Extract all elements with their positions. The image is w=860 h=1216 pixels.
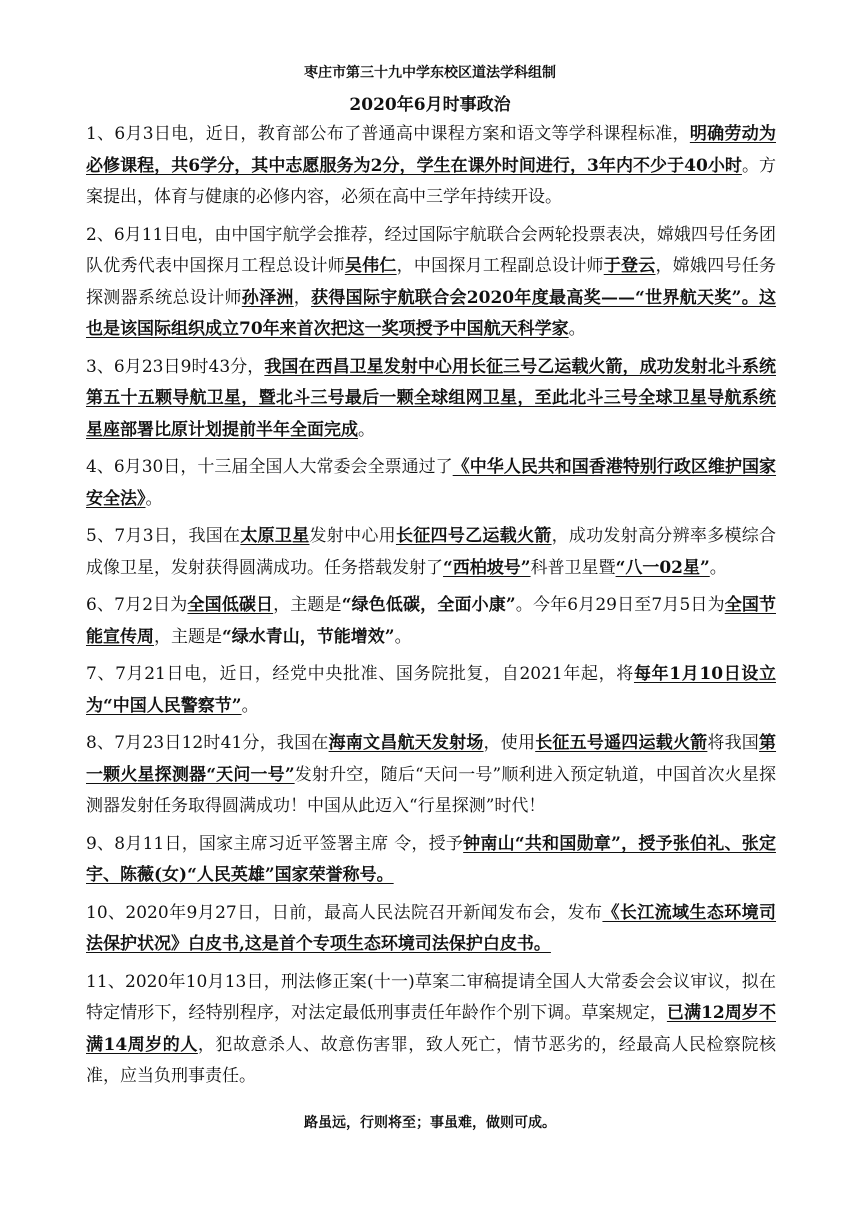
key-point-text: 明确劳动为必修课程，共6学分，其中志愿服务为2分，学生在课外时间进行，3年内不少于40小时 (86, 124, 776, 176)
body-text: 3、6月23日9时43分， (86, 356, 265, 377)
news-list (86, 119, 776, 1099)
footer-motto: 路虽远，行则将至；事虽难，做则可成。 (304, 1115, 556, 1131)
key-point-text: 每年1月10日设立为“中国人民警察节” (86, 664, 776, 716)
body-text: 科普卫星暨 (530, 557, 616, 578)
key-point-text: 长征四号乙运载火箭 (395, 526, 552, 546)
news-item (86, 829, 776, 892)
news-item (86, 220, 776, 346)
body-text: 5、7月3日，我国在 (86, 526, 241, 546)
key-point-text: 海南文昌航天发射场 (328, 733, 484, 753)
key-point-text: 已满12周岁不满14周岁的人 (86, 1003, 776, 1055)
news-item (86, 452, 776, 515)
body-text: 将我国 (707, 733, 760, 753)
news-item (86, 728, 776, 823)
theme-text: “绿色低碳，全面小康” (341, 595, 516, 615)
key-point-text: 《长江流域生态环境司法保护状况》白皮书,这是首个专项生态环境司法保护白皮书。 (86, 902, 777, 954)
body-text: 9、8月11日，国家主席习近平签署主席 令，授予 (86, 833, 464, 854)
body-text: 10、2020年9月27日，日前，最高人民法院召开新闻发布会，发布 (86, 902, 603, 923)
body-text: ，主题是 (154, 626, 222, 647)
body-text: ，嫦娥四号任务探测器系统总设计师 (86, 256, 777, 308)
body-text: 2、6月11日电，由中国宇航学会推荐，经过国际宇航联合会两轮投票表决，嫦娥四号任务团队优秀代表中国探月工程总设计师 (86, 224, 776, 276)
news-item (86, 967, 776, 1093)
body-text: 。 (394, 626, 412, 647)
news-item (86, 352, 776, 447)
body-text: 。今年6月29日至7月5日为 (515, 595, 725, 615)
theme-text: “绿水青山，节能增效” (222, 626, 395, 647)
key-point-text: 于登云 (603, 256, 656, 276)
body-text: 。 (568, 319, 586, 339)
body-text: 发射升空，随后“天问一号”顺利进入预定轨道，中国首次火星探测器发射任务取得圆满成功！中国从此迈入“行星探测”时代！ (86, 764, 776, 816)
key-point-text: 我国在西昌卫星发射中心用长征三号乙运载火箭，成功发射北斗系统第五十五颗导航卫星，暨北斗三号最后一颗全球组网卫星，至此北斗三号全球卫星导航系统星座部署比原计划提前半年全面完成 (86, 356, 776, 440)
key-point-text: 太原卫星 (240, 526, 310, 546)
news-item (86, 659, 776, 722)
body-text: 。 (709, 557, 727, 578)
body-text: 发射中心用 (309, 526, 396, 546)
body-text: 。方案提出，体育与健康的必修内容，必须在高中三学年持续开设。 (86, 155, 776, 207)
page-title: 2020年6月时事政治 (349, 95, 511, 115)
key-point-text: “八一02星” (615, 557, 710, 578)
body-text: 1、6月3日电，近日，教育部公布了普通高中课程方案和语文等学科课程标准， (86, 124, 690, 144)
body-text: 4、6月30日，十三届全国人大常委会全票通过了 (86, 457, 453, 477)
key-point-text: 钟南山“共和国勋章”，授予张伯礼、张定宇、陈薇(女)“人民英雄”国家荣誉称号。 (86, 833, 776, 885)
key-point-text: 《中华人民共和国香港特别行政区维护国家安全法》 (86, 457, 777, 509)
body-text: ，犯故意杀人、故意伤害罪，致人死亡，情节恶劣的，经最高人民检察院核准，应当负刑事责任。 (86, 1034, 776, 1086)
body-text: 8、7月23日12时41分，我国在 (86, 733, 329, 753)
body-text: ，使用 (483, 733, 536, 753)
body-text: ，主题是 (273, 595, 342, 615)
key-point-text: 全国节能宣传周 (86, 595, 776, 647)
body-text: 6、7月2日为 (86, 595, 188, 615)
body-text: 7、7月21日电，近日，经党中央批准、国务院批复，自2021年起，将 (86, 664, 634, 684)
key-point-text: 全国低碳日 (187, 595, 274, 615)
news-item (86, 590, 776, 653)
news-item (86, 898, 776, 961)
body-text: 11、2020年10月13日，刑法修正案(十一)草案二审稿提请全国人大常委会会议审议，拟在特定情形下，经特别程序，对法定最低刑事责任年龄作个别下调。草案规定， (86, 971, 776, 1023)
key-point-text: 获得国际宇航联合会2020年度最高奖——“世界航天奖”。这也是该国际组织成立70年来首次把这一奖项授予中国航天科学家 (86, 287, 777, 339)
key-point-text: 吴伟仁 (344, 256, 397, 276)
body-text: ，成功发射高分辨率多模综合成像卫星，发射获得圆满成功。任务搭载发射了 (86, 526, 777, 578)
key-point-text: 长征五号遥四运载火箭 (535, 733, 708, 753)
body-text: 。 (145, 488, 163, 509)
body-text: ， (293, 287, 312, 308)
body-text: ，中国探月工程副总设计师 (396, 256, 604, 276)
key-point-text: 第一颗火星探测器“天问一号” (86, 733, 777, 785)
body-text: 。 (241, 695, 259, 716)
body-text: 。 (358, 419, 375, 440)
key-point-text: “西柏坡号” (443, 557, 531, 578)
organization-heading: 枣庄市第三十九中学东校区道法学科组制 (304, 65, 556, 81)
news-item (86, 119, 776, 214)
news-item (86, 521, 776, 584)
key-point-text: 孙泽洲 (241, 287, 294, 308)
